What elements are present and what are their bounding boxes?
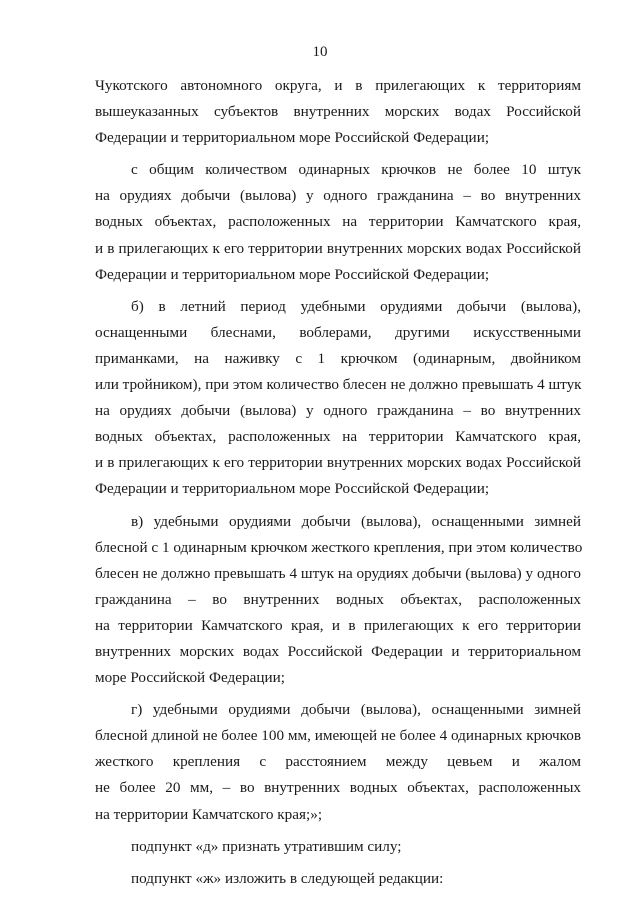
text-line: подпункт «ж» изложить в следующей редакции:	[131, 869, 444, 887]
text-line: на орудиях добычи (вылова) у одного гражданина – во внутренних	[95, 187, 581, 205]
text-line: подпункт «д» признать утратившим силу;	[131, 837, 402, 855]
page-number: 10	[312, 44, 328, 60]
paragraph	[95, 834, 581, 860]
text-line: Чукотского автономного округа, и в прилегающих к территориям	[95, 77, 581, 94]
text-line: на территории Камчатского края, и в прилегающих к его территории	[95, 616, 581, 634]
text-line: внутренних морских водах Российской Федерации и территориальном	[95, 642, 581, 660]
text-line: не более 20 мм, – во внутренних водных объектах, расположенных	[95, 779, 581, 797]
text-line: приманками, на наживку с 1 крючком (одинарным, двойником	[95, 349, 581, 367]
text-line: водных объектах, расположенных на территории Камчатского края,	[95, 428, 581, 446]
text-line: вышеуказанных субъектов внутренних морских водах Российской	[95, 103, 581, 121]
text-line: море Российской Федерации;	[95, 669, 285, 687]
text-line: водных объектах, расположенных на территории Камчатского края,	[95, 213, 581, 231]
paragraph	[95, 294, 581, 503]
text-line: оснащенными блеснами, воблерами, другими искусственными	[95, 323, 581, 341]
text-line: блесной с 1 одинарным крючком жесткого крепления, при этом количество	[95, 538, 583, 556]
text-line: гражданина – во внутренних водных объектах, расположенных	[95, 590, 581, 608]
paragraph	[95, 866, 581, 892]
text-line: с общим количеством одинарных крючков не более 10 штук	[131, 161, 581, 179]
text-line: на территории Камчатского края;»;	[95, 805, 323, 823]
text-line: г) удебными орудиями добычи (вылова), оснащенными зимней	[131, 701, 581, 719]
text-line: блесен не должно превышать 4 штук на орудиях добычи (вылова) у одного	[95, 564, 581, 582]
text-line: или тройником), при этом количество блесен не должно превышать 4 штук	[95, 376, 582, 394]
paragraph	[95, 73, 581, 151]
text-line: и в прилегающих к его территории внутренних морских водах Российской	[95, 239, 581, 257]
paragraph	[95, 509, 581, 692]
text-line: блесной длиной не более 100 мм, имеющей не более 4 одинарных крючков	[95, 727, 581, 745]
text-line: Федерации и территориальном море Российской Федерации;	[95, 129, 490, 147]
text-line: Федерации и территориальном море Российской Федерации;	[95, 265, 490, 283]
text-line: на орудиях добычи (вылова) у одного гражданина – во внутренних	[95, 402, 581, 420]
paragraph	[95, 697, 581, 827]
text-line: Федерации и территориальном море Российской Федерации;	[95, 480, 490, 498]
text-line: жесткого крепления с расстоянием между цевьем и жалом	[95, 753, 581, 771]
text-line: в) удебными орудиями добычи (вылова), оснащенными зимней	[131, 512, 581, 530]
text-line: б) в летний период удебными орудиями добычи (вылова),	[131, 297, 581, 315]
document-body	[95, 73, 581, 892]
paragraph	[95, 157, 581, 287]
text-line: и в прилегающих к его территории внутренних морских водах Российской	[95, 454, 581, 472]
